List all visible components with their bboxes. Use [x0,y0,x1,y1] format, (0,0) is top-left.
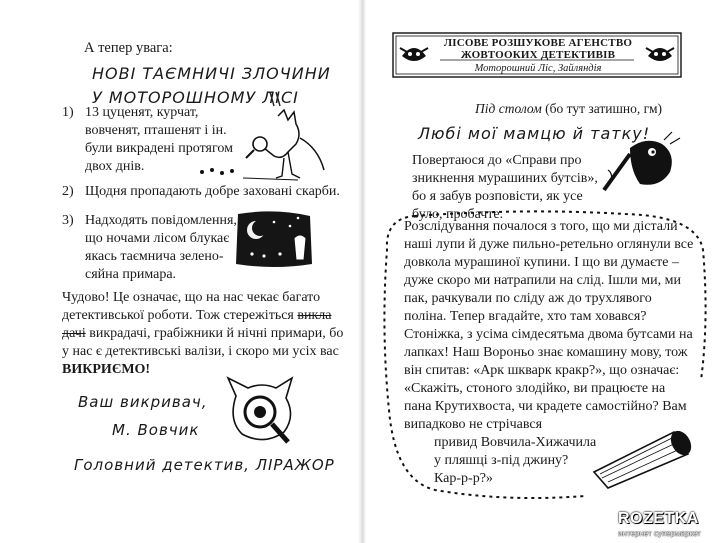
letter-paragraph-1: Повертаюся до «Справи про зникнення мурашиних бутсів», бо я забув розповісти, як усе було, пробачте. [412,153,598,222]
paragraph-part1: Чудово! Це означає, що на нас чекає багато детективської роботи. Тож стережіться [62,290,321,323]
letter-greeting: Любі мої мамцю й татку! [418,124,651,143]
night-ghost-illustration [234,208,314,272]
crime-item-number: 3) [62,213,74,228]
rozetka-watermark-brand: ROZETKA [618,510,699,527]
agency-subtitle: Моторошний Ліс, Зайляндія [474,63,602,74]
signature-line1: Ваш викривач, [78,393,208,411]
crime-item-number: 1) [62,105,74,120]
rotten-log-illustration [588,420,698,490]
signature-line3: Головний детектив, ЛІРАЖОР [74,456,335,474]
wolf-magnifier-illustration [218,376,308,450]
crimes-title-line2: У МОТОРОШНОМУ ЛІСІ [92,88,299,107]
book-gutter [358,0,366,543]
crime-item-number: 2) [62,184,74,199]
crimes-title-line1: НОВІ ТАЄМНИЧІ ЗЛОЧИНИ [92,64,331,83]
paragraph-part2: викрадачі, грабіжники й нічні примари, бо у нас є детективські валізи, і скоро ми усіх вас [62,326,344,359]
intro-text: А тепер увага: [84,40,173,56]
crime-item-text: 13 цуценят, курчат, вовченят, пташенят і ін. були викрадені протягом двох днів. [85,105,233,174]
location-rest: (бо тут затишно, гм) [545,101,662,116]
paragraph2-tail-1: привид Вовчила-Хижачила [434,435,597,450]
wolf-detective-illustration [238,108,328,183]
signature-line2: М. Вовчик [112,421,200,439]
agency-title: ЛІСОВЕ РОЗШУКОВЕ АГЕНСТВО ЖОВТООКИХ ДЕТЕКТИВІВ [443,37,633,61]
rozetka-watermark-tagline: интернет супермаркет [618,529,701,538]
title-underline-mark [268,90,282,108]
letter-location [475,101,662,117]
location-italic: Під столом [475,101,542,116]
crime-item-text: Надходять повідомлення, що ночами лісом блукає якась таємнича зелено-сяйна примара. [85,213,237,282]
paragraph-bold-word: ВИКРИЄМО! [62,362,151,377]
crime-item-text: Щодня пропадають добре заховані скарби. [85,184,340,199]
struck-word: викла дачі [62,308,332,341]
footprint-trail [198,164,238,178]
paragraph2-main: Розслідування почалося з того, що ми дістали наші лупи й дуже пильно-ретельно оглянули все довкола мурашиної купини. І що ви думаєте – дуже скоро ми натрапили на слід. Ішли ми, ми пак, рачкували по сліду аж до трухлявого поліна. Тепер вгадайте, хто там ховався? Стоніжка, з усіма сімдесятьма двома бутсами на лапках! Наш Вороньо знає комашину мову, тож він спитав: «Арк шкварк кракр?», що означає: «Скажіть, стоного злодійко, ви працюєте на пана Крутихвоста, чи крадете самостійно? Вам випадково не стрічався [404,219,694,432]
paragraph2-tail-2: у пляшці з-під джину? [434,453,569,468]
paragraph2-tail-3: Кар-р-р?» [434,471,493,486]
detective-paragraph [62,289,347,379]
